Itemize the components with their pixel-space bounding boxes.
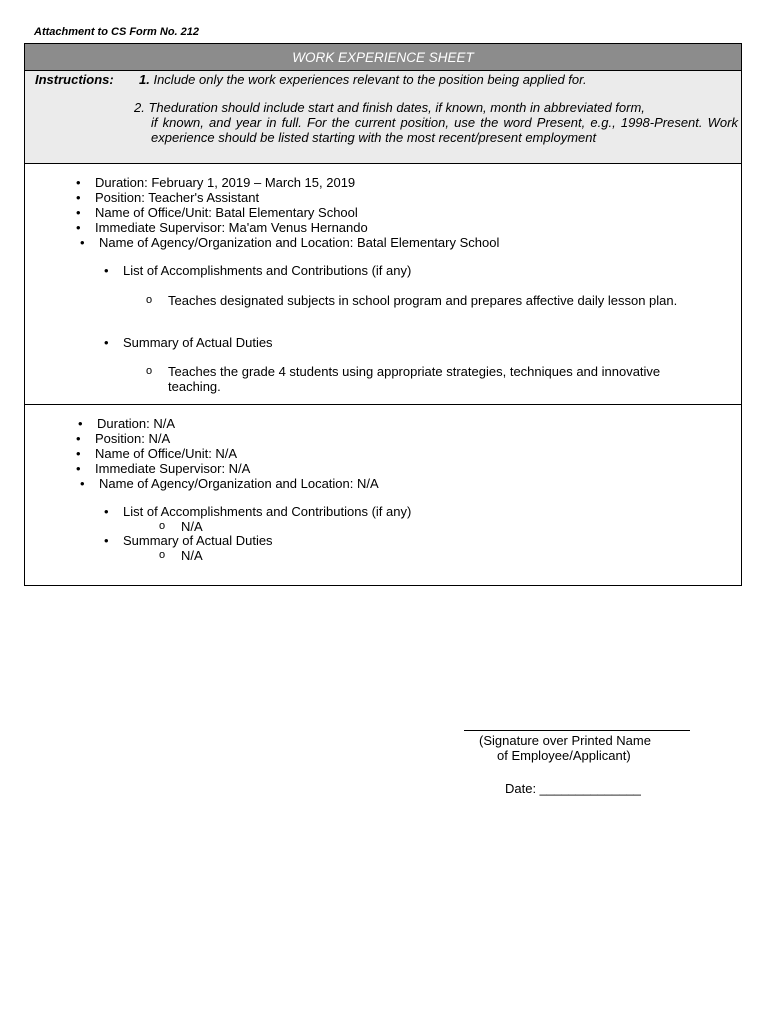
- instruction-1-number: 1.: [139, 72, 150, 87]
- entry-duration: • Duration: February 1, 2019 – March 15, 2019: [95, 175, 355, 190]
- signature-caption-line1: (Signature over Printed Name: [479, 733, 651, 748]
- entry-accomplishment: o Teaches designated subjects in school program and prepares affective daily lesson plan.: [168, 293, 738, 308]
- signature-line: [464, 730, 690, 731]
- entry-supervisor: • Immediate Supervisor: Ma'am Venus Hernando: [95, 220, 368, 235]
- entry-accomplishments-label: • List of Accomplishments and Contributions (if any): [123, 263, 411, 278]
- entry-position: • Position: N/A: [95, 431, 170, 446]
- entry-position: • Position: Teacher's Assistant: [95, 190, 259, 205]
- entry-duty: o N/A: [181, 548, 203, 563]
- instructions-label: Instructions:: [35, 72, 114, 87]
- entry-agency: • Name of Agency/Organization and Location: Batal Elementary School: [99, 235, 499, 250]
- entry-duties-label: • Summary of Actual Duties: [123, 335, 273, 350]
- entry-duration: • Duration: N/A: [97, 416, 175, 431]
- entry-accomplishment: o N/A: [181, 519, 203, 534]
- date-field: Date: ______________: [505, 781, 641, 796]
- signature-caption-line2: of Employee/Applicant): [497, 748, 631, 763]
- entry-supervisor: • Immediate Supervisor: N/A: [95, 461, 250, 476]
- entry-duty: o Teaches the grade 4 students using appropriate strategies, techniques and innovative teaching.: [168, 364, 698, 394]
- attachment-label: Attachment to CS Form No. 212: [34, 26, 200, 38]
- sheet-title: WORK EXPERIENCE SHEET: [25, 44, 741, 71]
- entry-office: • Name of Office/Unit: N/A: [95, 446, 237, 461]
- instruction-item-2: [134, 100, 738, 145]
- entry-agency: • Name of Agency/Organization and Location: N/A: [99, 476, 379, 491]
- instruction-1-text: Include only the work experiences relevant to the position being applied for.: [153, 72, 587, 87]
- instructions-panel: [25, 71, 741, 164]
- work-experience-sheet: [24, 43, 742, 586]
- instruction-2-first-line: 2. Theduration should include start and finish dates, if known, month in abbreviated form,: [134, 100, 645, 115]
- entry-duties-label: • Summary of Actual Duties: [123, 533, 273, 548]
- experience-entry: [25, 405, 741, 586]
- entry-accomplishments-label: • List of Accomplishments and Contributions (if any): [123, 504, 411, 519]
- instruction-item-1: [139, 72, 587, 87]
- experience-entry: [25, 164, 741, 405]
- instruction-2-rest: if known, and year in full. For the current position, use the word Present, e.g., 1998-Present. Work experience should be listed starting with the most recent/present employment: [151, 115, 738, 145]
- entry-office: • Name of Office/Unit: Batal Elementary School: [95, 205, 358, 220]
